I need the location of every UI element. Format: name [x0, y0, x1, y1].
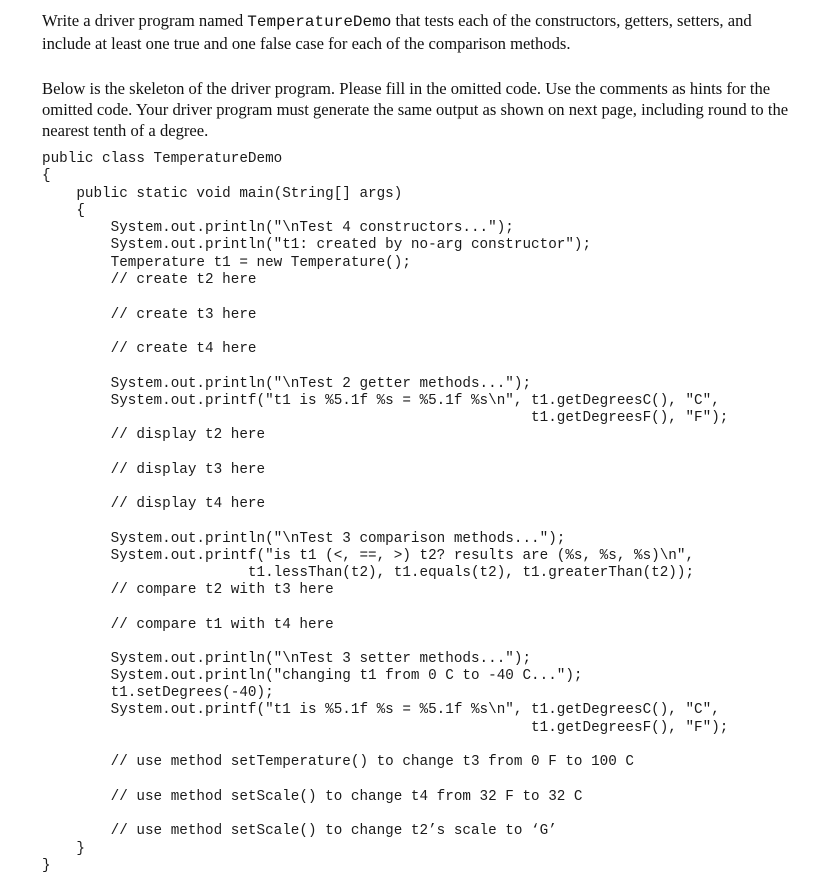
code-line: // create t2 here [42, 272, 257, 288]
code-line: System.out.printf("t1 is %5.1f %s = %5.1f %s\n", t1.getDegreesC(), "C", [42, 702, 720, 718]
code-line: // create t3 here [42, 307, 257, 323]
code-line: t1.setDegrees(-40); [42, 685, 274, 701]
code-line: System.out.println("\nTest 3 comparison methods..."); [42, 531, 566, 547]
para1-suffix: that tests each of the constructors, getters, setters, and include at least one true and one false case for each of the comparison methods. [42, 11, 752, 53]
code-line: // use method setTemperature() to change t3 from 0 F to 100 C [42, 754, 634, 770]
code-line: System.out.println("\nTest 4 constructors..."); [42, 220, 514, 236]
code-line: // use method setScale() to change t2’s scale to ‘G’ [42, 823, 557, 839]
code-line: System.out.println("t1: created by no-arg constructor"); [42, 237, 592, 253]
code-line: // create t4 here [42, 341, 257, 357]
code-line: public static void main(String[] args) [42, 186, 403, 202]
code-line: } [42, 841, 85, 857]
para1-prefix: Write a driver program named [42, 11, 248, 30]
code-line: t1.getDegreesF(), "F"); [42, 410, 729, 426]
code-line: { [42, 203, 85, 219]
code-line: // display t4 here [42, 496, 266, 512]
code-line: } [42, 858, 51, 874]
code-line: Temperature t1 = new Temperature(); [42, 255, 411, 271]
code-line: public class TemperatureDemo [42, 151, 283, 167]
code-line: // compare t2 with t3 here [42, 582, 334, 598]
code-line: // display t3 here [42, 462, 266, 478]
code-line: // use method setScale() to change t4 from 32 F to 32 C [42, 789, 583, 805]
instruction-paragraph-1 [42, 10, 802, 54]
instruction-paragraph-2: Below is the skeleton of the driver program. Please fill in the omitted code. Use the comments as hints for the omitted code. Your driver program must generate the same output as shown on next page, including round to the nearest tenth of a degree. [42, 79, 789, 140]
code-line: { [42, 168, 51, 184]
code-line: t1.lessThan(t2), t1.equals(t2), t1.greaterThan(t2)); [42, 565, 695, 581]
code-line: // compare t1 with t4 here [42, 617, 334, 633]
code-line: System.out.println("\nTest 3 setter methods..."); [42, 651, 532, 667]
code-line: // display t2 here [42, 427, 266, 443]
code-line: System.out.printf("t1 is %5.1f %s = %5.1f %s\n", t1.getDegreesC(), "C", [42, 393, 720, 409]
code-line: t1.getDegreesF(), "F"); [42, 720, 729, 736]
code-line: System.out.printf("is t1 (<, ==, >) t2? results are (%s, %s, %s)\n", [42, 548, 695, 564]
instructions [42, 8, 802, 141]
class-name: TemperatureDemo [247, 13, 392, 31]
code-line: System.out.println("\nTest 2 getter methods..."); [42, 376, 532, 392]
code-line: System.out.println("changing t1 from 0 C to -40 C..."); [42, 668, 583, 684]
